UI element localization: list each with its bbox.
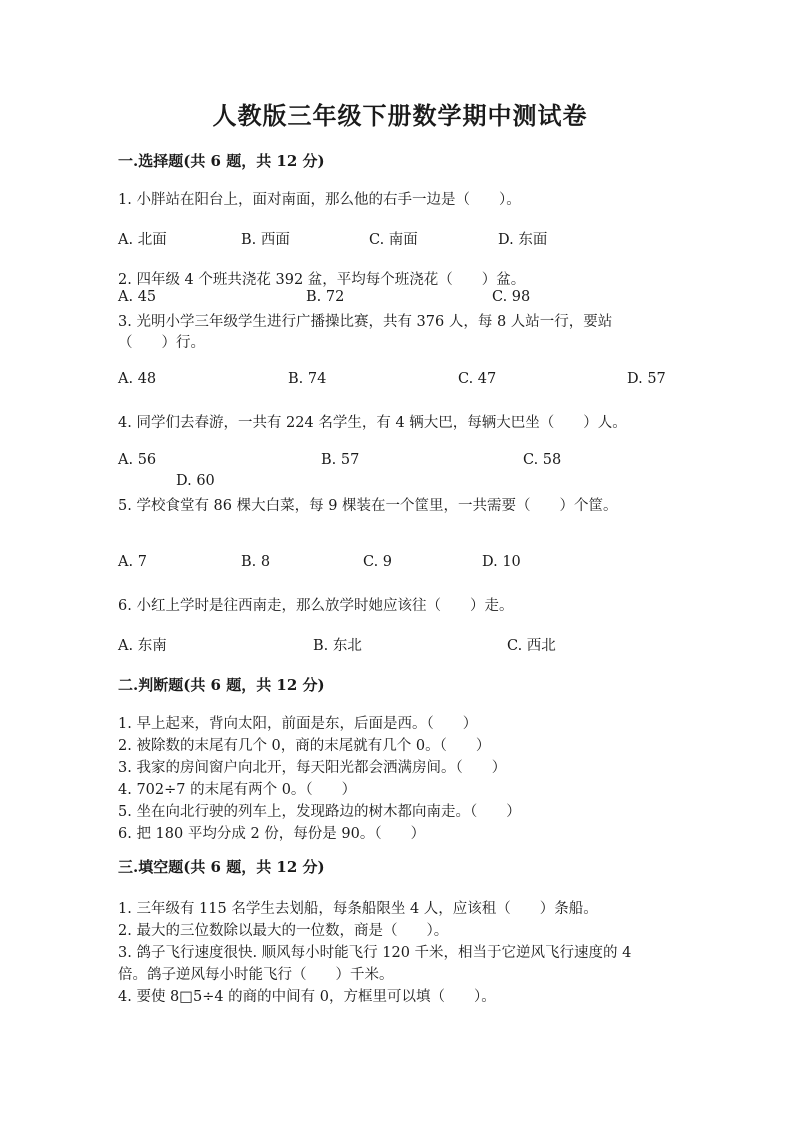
fill-item: 1. 三年级有 115 名学生去划船，每条船限坐 4 人，应该租（ ）条船。 (118, 901, 598, 917)
option: B. 西面 (241, 232, 290, 248)
page-title: 人教版三年级下册数学期中测试卷 (212, 101, 588, 130)
option: A. 56 (118, 452, 157, 468)
fill-item: 3. 鸽子飞行速度很快. 顺风每小时能飞行 120 千米，相当于它逆风飞行速度的 4 (118, 945, 632, 961)
option: A. 48 (118, 371, 157, 387)
option: C. 南面 (369, 232, 418, 248)
option: B. 57 (321, 452, 360, 468)
option: B. 74 (288, 371, 327, 387)
option: C. 西北 (507, 638, 556, 654)
question-stem: 2. 四年级 4 个班共浇花 392 盆，平均每个班浇花（ ）盆。 (118, 272, 526, 288)
option: B. 72 (306, 289, 345, 305)
question-stem: 3. 光明小学三年级学生进行广播操比赛，共有 376 人，每 8 人站一行，要站 (118, 314, 613, 330)
question-stem: 1. 小胖站在阳台上，面对南面，那么他的右手一边是（ ）。 (118, 192, 521, 208)
option: B. 东北 (313, 638, 362, 654)
section-heading-fill: 三.填空题(共 6 题，共 12 分) (118, 858, 325, 876)
section-heading-choice: 一.选择题(共 6 题，共 12 分) (118, 152, 325, 170)
option: B. 8 (241, 554, 271, 570)
question-stem: 4. 同学们去春游，一共有 224 名学生，有 4 辆大巴，每辆大巴坐（ ）人。 (118, 415, 627, 431)
judge-item: 5. 坐在向北行驶的列车上，发现路边的树木都向南走。（ ） (118, 804, 521, 820)
section-heading-judge: 二.判断题(共 6 题，共 12 分) (118, 676, 325, 694)
fill-item: 4. 要使 8□5÷4 的商的中间有 0，方框里可以填（ ）。 (118, 989, 496, 1005)
judge-item: 2. 被除数的末尾有几个 0，商的末尾就有几个 0。（ ） (118, 738, 491, 754)
option: A. 45 (118, 289, 157, 305)
option: A. 东南 (118, 638, 167, 654)
judge-item: 4. 702÷7 的末尾有两个 0。（ ） (118, 782, 357, 798)
option: C. 47 (458, 371, 497, 387)
option: D. 60 (176, 473, 215, 489)
option: C. 98 (492, 289, 531, 305)
option: D. 57 (627, 371, 666, 387)
question-stem: 6. 小红上学时是往西南走，那么放学时她应该往（ ）走。 (118, 598, 514, 614)
judge-item: 1. 早上起来，背向太阳，前面是东，后面是西。（ ） (118, 716, 478, 732)
question-stem: 5. 学校食堂有 86 棵大白菜，每 9 棵装在一个筐里，一共需要（ ）个筐。 (118, 498, 618, 514)
option: C. 9 (363, 554, 393, 570)
judge-item: 3. 我家的房间窗户向北开，每天阳光都会洒满房间。（ ） (118, 760, 507, 776)
fill-item: 2. 最大的三位数除以最大的一位数，商是（ ）。 (118, 923, 449, 939)
question-stem: （ ）行。 (118, 335, 205, 351)
option: D. 10 (482, 554, 521, 570)
option: C. 58 (523, 452, 562, 468)
option: A. 7 (118, 554, 147, 570)
fill-item: 倍。鸽子逆风每小时能飞行（ ）千米。 (118, 967, 394, 983)
option: A. 北面 (118, 232, 167, 248)
option: D. 东面 (498, 232, 548, 248)
judge-item: 6. 把 180 平均分成 2 份，每份是 90。（ ） (118, 826, 426, 842)
